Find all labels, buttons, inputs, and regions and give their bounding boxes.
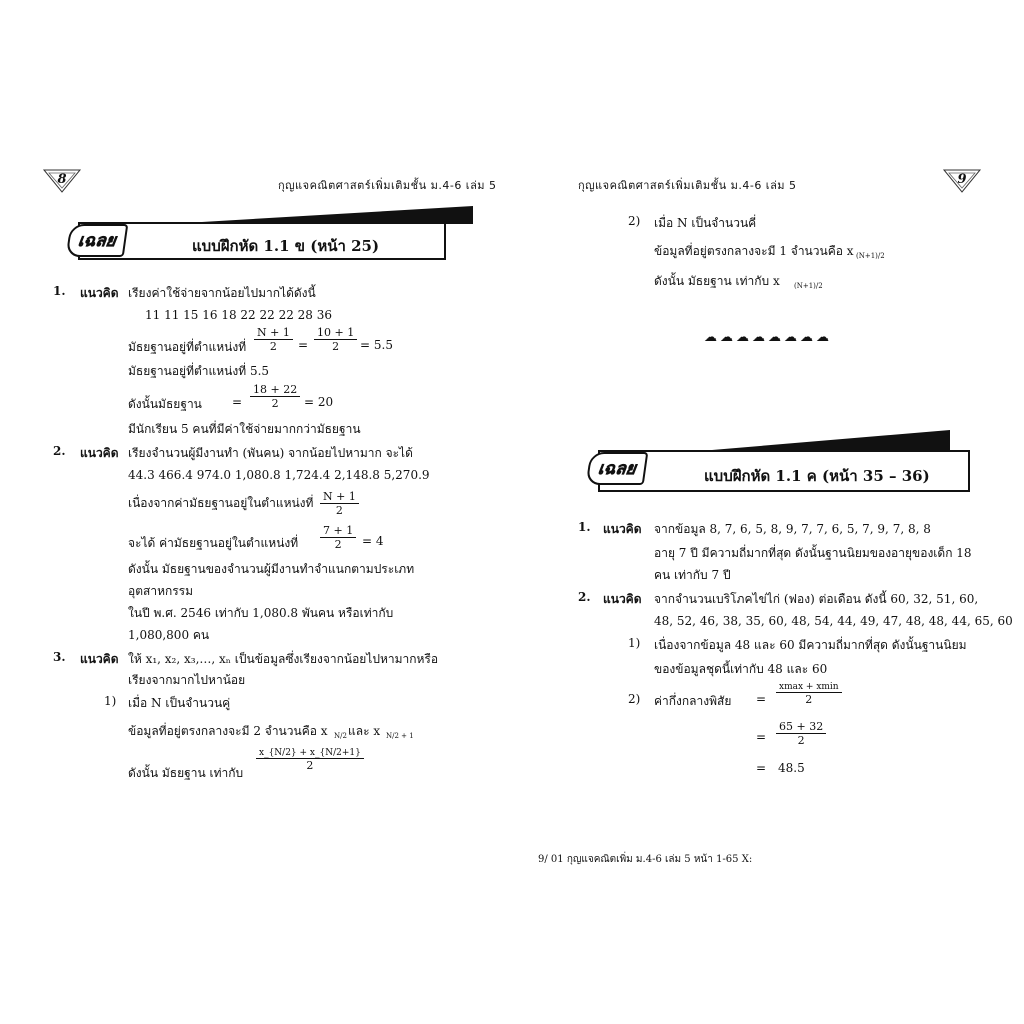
sub-number: 2) xyxy=(628,214,641,228)
data-values: 11 11 15 16 18 22 22 22 28 36 xyxy=(145,308,333,322)
subscript: (N+1)/2 xyxy=(794,282,823,290)
text-line: เมื่อ N เป็นจำนวนคู่ xyxy=(128,696,231,710)
text-line: ดังนั้น มัธยฐาน เท่ากับ xyxy=(128,766,244,780)
text-line: ดังนั้น มัธยฐานของจำนวนผู้มีงานทำจำแนกตามประเภท xyxy=(128,562,415,576)
exercise-title: แบบฝึกหัด 1.1 ข (หน้า 25) xyxy=(192,237,380,255)
question-number: 2. xyxy=(53,444,66,458)
text-line: เรียงค่าใช้จ่ายจากน้อยไปมากได้ดังนี้ xyxy=(128,286,316,300)
question-number: 2. xyxy=(578,590,591,604)
text-line: ดังนั้น มัธยฐาน เท่ากับ x xyxy=(654,274,780,288)
text-line: ดังนั้นมัธยฐาน xyxy=(128,397,202,411)
running-header: กุญแจคณิตศาสตร์เพิ่มเติมชั้น ม.4-6 เล่ม 5 xyxy=(278,179,497,192)
approach-label: แนวคิด xyxy=(80,446,119,460)
text-line: มัธยฐานอยู่ที่ตำแหน่งที่ xyxy=(128,340,247,354)
exercise-banner xyxy=(58,206,448,256)
equals-sign: = xyxy=(756,730,767,744)
question-number: 1. xyxy=(578,520,591,534)
text-line: จะได้ ค่ามัธยฐานอยู่ในตำแหน่งที่ xyxy=(128,536,299,550)
fraction: x_{N/2} + x_{N/2+1} 2 xyxy=(256,748,364,772)
result: = 20 xyxy=(304,395,334,409)
page-number-badge-right xyxy=(942,166,982,194)
text-line: ข้อมูลที่อยู่ตรงกลางจะมี 2 จำนวนคือ x xyxy=(128,724,328,738)
sub-number: 1) xyxy=(104,694,117,708)
text-line: เรียงจำนวนผู้มีงานทำ (พันคน) จากน้อยไปหามาก จะได้ xyxy=(128,446,413,460)
page-number: 8 xyxy=(57,172,67,187)
text-line: 1,080,800 คน xyxy=(128,628,210,642)
question-number: 3. xyxy=(53,650,66,664)
fraction: $\frac{N + 1}{2}$ xyxy=(320,490,359,517)
data-values: 44.3 466.4 974.0 1,080.8 1,724.4 2,148.8 5,270.9 xyxy=(128,468,430,482)
exercise-banner xyxy=(578,430,972,485)
text-line: จากจำนวนเบริโภคไข่ไก่ (ฟอง) ต่อเดือน ดังนี้ 60, 32, 51, 60, xyxy=(654,592,979,606)
data-values: 48, 52, 46, 38, 35, 60, 48, 54, 44, 49, 47, 48, 48, 44, 65, 60 xyxy=(654,614,1013,628)
print-footer: 9/ 01 กุญแจคณิตเพิ่ม ม.4-6 เล่ม 5 หน้า 1-65 X: xyxy=(538,854,753,865)
text-line: เนื่องจากค่ามัธยฐานอยู่ในตำแหน่งที่ xyxy=(128,496,314,510)
fraction: xmax + xmin 2 xyxy=(776,682,842,706)
page-number: 9 xyxy=(957,172,967,187)
sub-number: 2) xyxy=(628,692,641,706)
text-line: เมื่อ N เป็นจำนวนคี่ xyxy=(654,216,757,230)
subscript: N/2 xyxy=(334,732,347,740)
exercise-title: แบบฝึกหัด 1.1 ค (หน้า 35 – 36) xyxy=(704,467,930,485)
fraction: $\frac{18 + 22}{2}$ xyxy=(250,383,300,410)
fraction: $\frac{N + 1}{2}$ xyxy=(254,326,293,353)
subscript: (N+1)/2 xyxy=(856,252,885,260)
sub-number: 1) xyxy=(628,636,641,650)
equals-sign: = xyxy=(756,761,767,775)
text-line: ค่ากึ่งกลางพิสัย xyxy=(654,694,732,708)
approach-label: แนวคิด xyxy=(80,652,119,666)
approach-label: แนวคิด xyxy=(603,592,642,606)
text-line: ให้ x₁, x₂, x₃,…, xₙ เป็นข้อมูลซึ่งเรียงจากน้อยไปหามากหรือ xyxy=(128,652,439,666)
approach-label: แนวคิด xyxy=(80,286,119,300)
text-line: มัธยฐานอยู่ที่ตำแหน่งที่ 5.5 xyxy=(128,364,270,378)
equals-sign: = xyxy=(298,338,309,352)
text-line: อายุ 7 ปี มีความถี่มากที่สุด ดังนั้นฐานนิยมของอายุของเด็ก 18 xyxy=(654,546,972,560)
running-header: กุญแจคณิตศาสตร์เพิ่มเติมชั้น ม.4-6 เล่ม 5 xyxy=(578,179,797,192)
text-line: จากข้อมูล 8, 7, 6, 5, 8, 9, 7, 7, 6, 5, 7, 9, 7, 8, 8 xyxy=(654,522,931,536)
approach-label: แนวคิด xyxy=(603,522,642,536)
answer-tag: เฉลย xyxy=(66,224,128,257)
text-line: เรียงจากมากไปหาน้อย xyxy=(128,673,246,687)
text-line: ข้อมูลที่อยู่ตรงกลางจะมี 1 จำนวนคือ x xyxy=(654,244,854,258)
subscript: N/2 + 1 xyxy=(386,732,414,740)
fraction: $\frac{7 + 1}{2}$ xyxy=(320,524,356,551)
equals-sign: = xyxy=(756,692,767,706)
text-line: คน เท่ากับ 7 ปี xyxy=(654,568,731,582)
text-line: อุตสาหกรรม xyxy=(128,584,194,598)
result: 48.5 xyxy=(778,761,805,775)
fraction: $\frac{10 + 1}{2}$ xyxy=(314,326,357,353)
text-line: มีนักเรียน 5 คนที่มีค่าใช้จ่ายมากกว่ามัธยฐาน xyxy=(128,422,361,436)
fraction: $\frac{65 + 32}{2}$ xyxy=(776,720,826,747)
text-line: เนื่องจากข้อมูล 48 และ 60 มีความถี่มากที่สุด ดังนั้นฐานนิยม xyxy=(654,638,967,652)
section-divider: ☁☁☁☁☁☁☁☁ xyxy=(704,330,832,345)
answer-tag: เฉลย xyxy=(586,452,648,485)
equals-sign: = xyxy=(232,395,243,409)
page-number-badge-left xyxy=(42,166,82,194)
result: = 5.5 xyxy=(360,338,393,352)
result: = 4 xyxy=(362,534,384,548)
text-line: ในปี พ.ศ. 2546 เท่ากับ 1,080.8 พันคน หรือเท่ากับ xyxy=(128,606,394,620)
question-number: 1. xyxy=(53,284,66,298)
text-line: และ x xyxy=(348,724,381,738)
text-line: ของข้อมูลชุดนี้เท่ากับ 48 และ 60 xyxy=(654,662,828,676)
